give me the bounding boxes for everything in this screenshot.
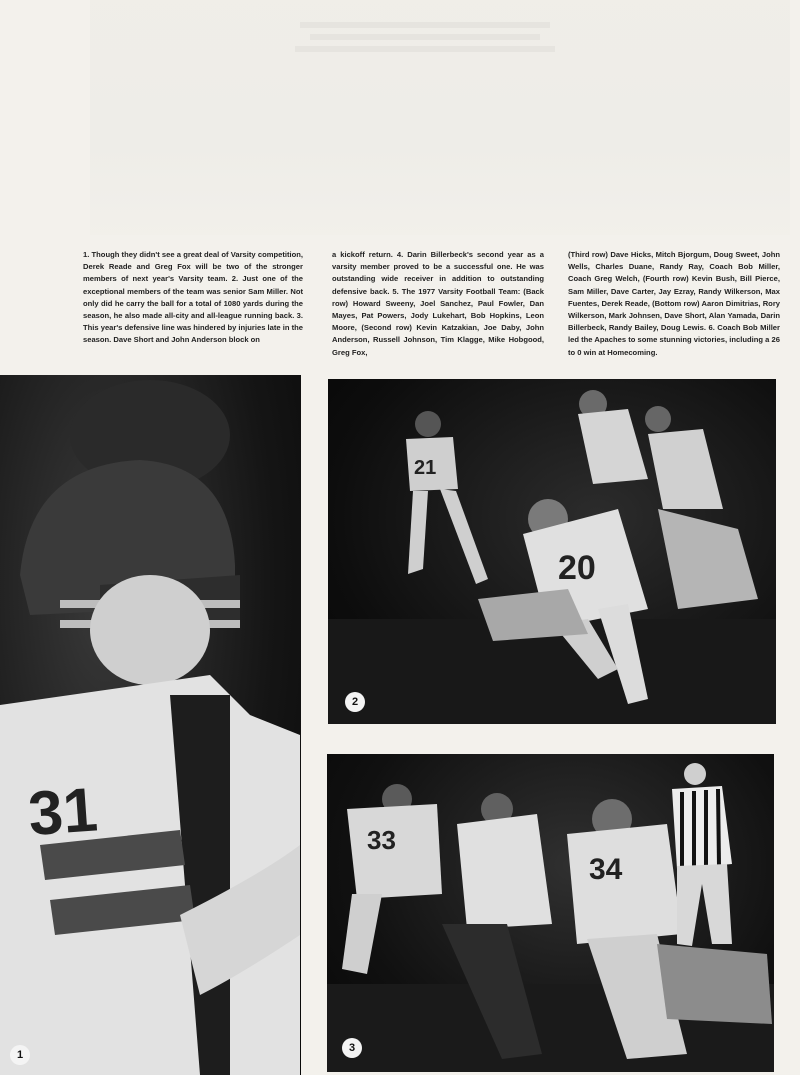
jersey-number-back: 21 — [414, 457, 437, 479]
line-play-illustration — [327, 754, 774, 1072]
caption-column-1: 1. Though they didn't see a great deal of Varsity competition, Derek Reade and Greg Fox will be two of the stronger members of next year's Varsity team. 2. Just one of the exceptional members of the team was senior Sam Miller. Not only did he carry the ball for a total of 1080 yards during the season, he also made all-city and all-league running back. 3. This year's defensive line was hindered by injuries late in the season. Dave Short and John Anderson block on — [83, 250, 303, 345]
jersey-number-left: 33 — [367, 825, 396, 855]
faded-text-line — [300, 22, 550, 28]
caption-column-2: a kickoff return. 4. Darin Billerbeck's second year as a varsity member proved to be a successful one. He was outstanding wide receiver in addition to outstanding defensive back. 5. The 1977 Varsity Football Team: (Back row) Howard Sweeny, Joel Sanchez, Paul Fowler, Dan Mayes, Pat Powers, Jody Lukehart, Bob Hopkins, Leon Moore, (Second row) Kevin Katzakian, Joe Daby, John Anderson, Russell Johnson, Tim Klagge, Mike Hobgood, Greg Fox, — [332, 250, 544, 357]
faded-text-line — [310, 34, 540, 40]
photo-line-play — [327, 754, 774, 1072]
jersey-number: 31 — [26, 775, 100, 849]
photo-running-play — [328, 379, 776, 724]
photo-number-badge: 3 — [342, 1038, 362, 1058]
caption-column-3: (Third row) Dave Hicks, Mitch Bjorgum, Doug Sweet, John Wells, Charles Duane, Randy Ray, Coach Bob Miller, Coach Greg Welch, (Fourth row) Kevin Bush, Bill Pierce, Sam Miller, Dave Carter, Jay Ezray, Randy Wilkerson, Max Fuentes, Derek Reade, (Bottom row) Aaron Dimitrias, Rory Wilkerson, Mark Johnsen, Dave Short, Alan Yamada, Darin Billerbeck, Randy Bailey, Doug Lewis. 6. Coach Bob Miller led the Apaches to some stunning victories, including a 26 to 0 win at Homecoming. — [568, 250, 780, 357]
photo-number-badge: 1 — [10, 1045, 30, 1065]
photo-number-badge: 2 — [345, 692, 365, 712]
faded-text-line — [295, 46, 555, 52]
jersey-number-runner: 20 — [558, 549, 596, 587]
player-closeup-illustration — [0, 375, 301, 1075]
jersey-number-center: 34 — [589, 853, 623, 886]
running-play-illustration — [328, 379, 776, 724]
photo-player-closeup — [0, 375, 301, 1075]
